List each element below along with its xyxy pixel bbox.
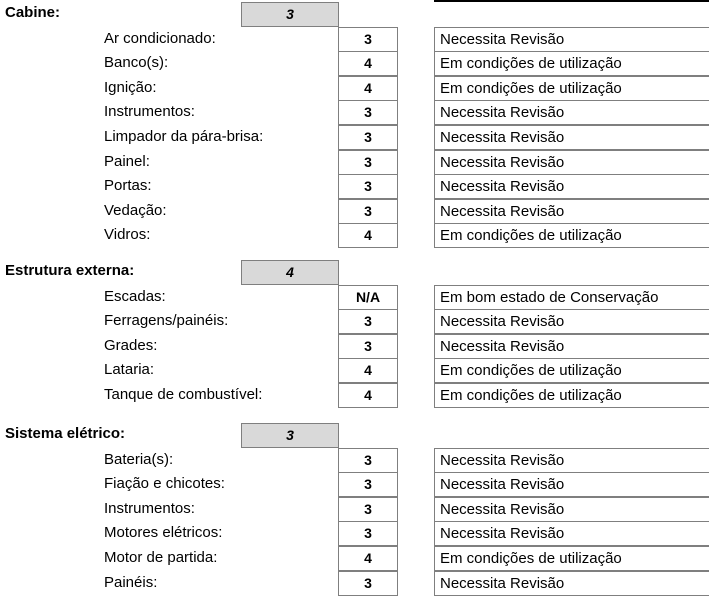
section-score: 3 xyxy=(241,423,339,448)
item-status: Em condições de utilização xyxy=(434,546,709,571)
item-label: Limpador da pára-brisa: xyxy=(104,128,264,145)
item-status: Necessita Revisão xyxy=(434,334,709,359)
item-status: Necessita Revisão xyxy=(434,521,709,546)
item-label: Tanque de combustível: xyxy=(104,386,263,403)
item-score: 3 xyxy=(338,174,398,199)
item-score: 3 xyxy=(338,27,398,52)
item-status: Em condições de utilização xyxy=(434,358,709,383)
section-score: 4 xyxy=(241,260,339,285)
item-score: 3 xyxy=(338,521,398,546)
item-status: Necessita Revisão xyxy=(434,150,709,175)
item-score: 4 xyxy=(338,546,398,571)
item-label: Bateria(s): xyxy=(104,451,174,468)
item-score: 3 xyxy=(338,100,398,125)
item-label: Ar condicionado: xyxy=(104,30,216,47)
item-label: Vidros: xyxy=(104,226,151,243)
item-label: Lataria: xyxy=(104,361,155,378)
item-label: Vedação: xyxy=(104,202,167,219)
item-label: Grades: xyxy=(104,337,158,354)
item-label: Motor de partida: xyxy=(104,549,218,566)
item-score: 3 xyxy=(338,472,398,497)
item-label: Painéis: xyxy=(104,574,158,591)
item-score: 3 xyxy=(338,571,398,596)
item-score: N/A xyxy=(338,285,398,310)
item-status: Necessita Revisão xyxy=(434,497,709,522)
item-status: Necessita Revisão xyxy=(434,448,709,473)
item-label: Instrumentos: xyxy=(104,103,195,120)
item-status: Em condições de utilização xyxy=(434,383,709,408)
item-label: Portas: xyxy=(104,177,152,194)
item-status: Necessita Revisão xyxy=(434,125,709,150)
item-score: 4 xyxy=(338,51,398,76)
item-score: 4 xyxy=(338,76,398,101)
item-score: 3 xyxy=(338,334,398,359)
item-score: 3 xyxy=(338,199,398,224)
item-score: 3 xyxy=(338,309,398,334)
item-status: Em condições de utilização xyxy=(434,76,709,101)
section-title: Cabine: xyxy=(5,4,61,21)
item-status: Em bom estado de Conservação xyxy=(434,285,709,310)
item-score: 3 xyxy=(338,125,398,150)
item-status: Em condições de utilização xyxy=(434,223,709,248)
item-status: Necessita Revisão xyxy=(434,309,709,334)
section-title: Estrutura externa: xyxy=(5,262,135,279)
item-score: 4 xyxy=(338,358,398,383)
item-score: 3 xyxy=(338,150,398,175)
item-label: Painel: xyxy=(104,153,150,170)
item-score: 4 xyxy=(338,223,398,248)
item-label: Instrumentos: xyxy=(104,500,195,517)
item-status: Em condições de utilização xyxy=(434,51,709,76)
item-status: Necessita Revisão xyxy=(434,27,709,52)
item-label: Motores elétricos: xyxy=(104,524,223,541)
item-label: Escadas: xyxy=(104,288,166,305)
item-label: Ferragens/painéis: xyxy=(104,312,229,329)
item-status: Necessita Revisão xyxy=(434,100,709,125)
item-status: Necessita Revisão xyxy=(434,571,709,596)
item-score: 3 xyxy=(338,497,398,522)
item-label: Banco(s): xyxy=(104,54,169,71)
item-score: 4 xyxy=(338,383,398,408)
item-label: Fiação e chicotes: xyxy=(104,475,225,492)
item-status: Necessita Revisão xyxy=(434,199,709,224)
section-title: Sistema elétrico: xyxy=(5,425,126,442)
item-status: Necessita Revisão xyxy=(434,174,709,199)
section-score: 3 xyxy=(241,2,339,27)
item-status: Necessita Revisão xyxy=(434,472,709,497)
item-label: Ignição: xyxy=(104,79,157,96)
top-rule xyxy=(434,0,709,2)
item-score: 3 xyxy=(338,448,398,473)
